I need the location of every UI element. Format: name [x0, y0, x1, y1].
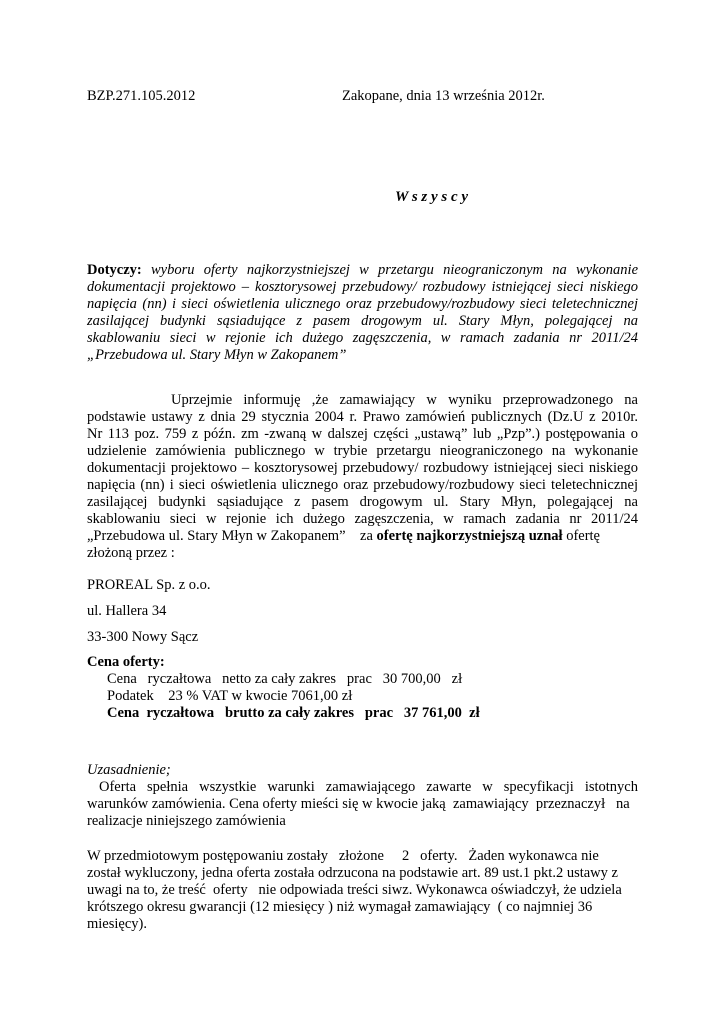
closing-line-4: krótszego okresu gwarancji (12 miesięcy ) niż wymagał zamawiający ( co najmniej 36	[87, 899, 593, 915]
addressee: W s z y s c y	[395, 189, 469, 205]
body-line-6: napięcia (nn) i sieci oświetlenia ulicznego oraz przebudowy/rozbudowy sieci teletechnicznej	[87, 477, 638, 493]
price-gross: Cena ryczałtowa brutto za cały zakres prac 37 761,00 zł	[107, 705, 480, 721]
justification-line-2: warunków zamówienia. Cena oferty mieści się w kwocie jaką zamawiający przeznaczył na	[87, 796, 630, 812]
closing-line-2: został wykluczony, jedna oferta została odrzucona na podstawie art. 89 ust.1 pkt.2 ustawy z	[87, 865, 618, 881]
body-line-4: udzielenie zamówienia publicznego w trybie przetargu nieograniczonego na wykonanie	[87, 443, 638, 459]
body-line-5: dokumentacji projektowo – kosztorysowej przebudowy/ rozbudowy istniejącej sieci niskiego	[87, 460, 638, 476]
subject-line-4: zasilającej budynki sąsiadujące z pasem drogowym ul. Stary Młyn, polegającej na	[87, 313, 638, 329]
body-line-7: zasilającej budynki sąsiadujące z pasem drogowym ul. Stary Młyn, polegającej na	[87, 494, 638, 510]
company-city: 33-300 Nowy Sącz	[87, 629, 199, 645]
body-line-10: złożoną przez :	[87, 545, 175, 561]
company-street: ul. Hallera 34	[87, 603, 167, 619]
closing-line-3: uwagi na to, że treść oferty nie odpowiada treści siwz. Wykonawca oświadczył, że udziela	[87, 882, 622, 898]
subject-line-2: dokumentacji projektowo – kosztorysowej przebudowy/ rozbudowy istniejącej sieci niskiego	[87, 279, 638, 295]
closing-line-1: W przedmiotowym postępowaniu zostały złożone 2 oferty. Żaden wykonawca nie	[87, 848, 599, 864]
justification-line-3: realizacje niniejszego zamówienia	[87, 813, 286, 829]
subject-text-1: wyboru oferty najkorzystniejszej w przetargu nieograniczonym na wykonanie	[151, 262, 639, 278]
price-vat: Podatek 23 % VAT w kwocie 7061,00 zł	[107, 688, 353, 704]
subject-label: Dotyczy:	[87, 262, 142, 278]
justification-line-1: Oferta spełnia wszystkie warunki zamawiającego zawarte w specyfikacji istotnych	[99, 779, 638, 795]
body-line-9-bold: ofertę najkorzystniejszą uznał	[376, 528, 563, 544]
closing-line-5: miesięcy).	[87, 916, 147, 932]
company-name: PROREAL Sp. z o.o.	[87, 577, 211, 593]
body-line-9-suffix: ofertę	[562, 528, 600, 544]
subject-line-3: napięcia (nn) i sieci oświetlenia ulicznego oraz przebudowy/rozbudowy sieci teletechnicznej	[87, 296, 638, 312]
subject-line-5: skablowaniu sieci w rejonie ich dużego zagęszczenia, w ramach zadania nr 2011/24	[87, 330, 638, 346]
body-line-3: Nr 113 poz. 759 z późn. zm -zwaną w dalszej części „ustawą” lub „Pzp”.) postępowania o	[87, 426, 638, 442]
price-heading: Cena oferty:	[87, 654, 165, 670]
price-net: Cena ryczałtowa netto za cały zakres prac 30 700,00 zł	[107, 671, 463, 687]
body-line-9	[87, 528, 600, 545]
body-line-2: podstawie ustawy z dnia 29 stycznia 2004 r. Prawo zamówień publicznych (Dz.U z 2010r.	[87, 409, 638, 425]
body-line-9-prefix: „Przebudowa ul. Stary Młyn w Zakopanem” za	[87, 528, 377, 544]
subject-line-1	[87, 262, 638, 279]
place-and-date: Zakopane, dnia 13 września 2012r.	[342, 88, 545, 104]
subject-line-6: „Przebudowa ul. Stary Młyn w Zakopanem”	[87, 347, 347, 363]
reference-number: BZP.271.105.2012	[87, 88, 196, 104]
justification-heading: Uzasadnienie;	[87, 762, 171, 778]
body-line-8: skablowaniu sieci w rejonie ich dużego zagęszczenia, w ramach zadania nr 2011/24	[87, 511, 638, 527]
body-line-1: Uprzejmie informuję ,że zamawiający w wyniku przeprowadzonego na	[171, 392, 638, 408]
